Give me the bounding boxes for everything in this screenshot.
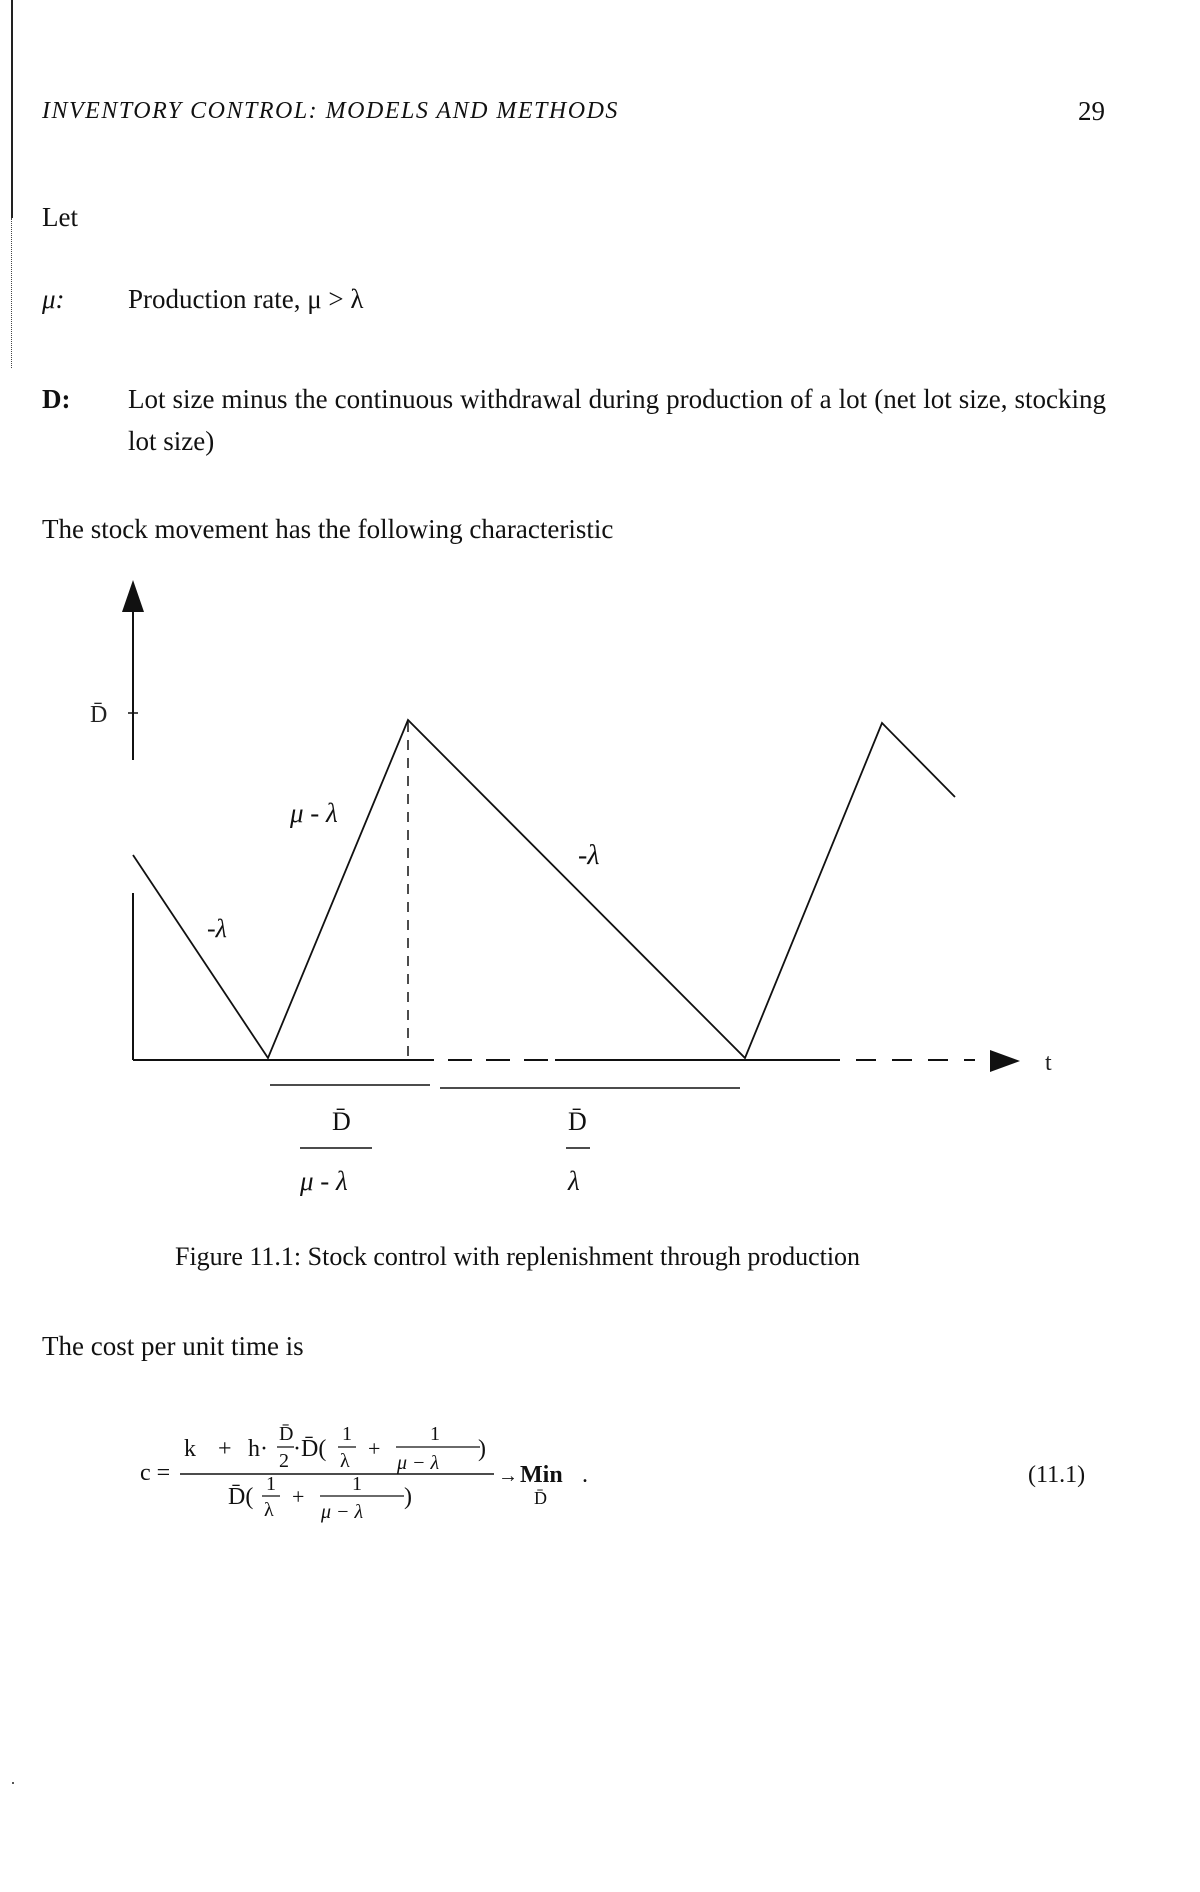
- definition-term-d: D:: [42, 384, 71, 414]
- equation-den-lambda-a: λ: [264, 1499, 274, 1521]
- equation-num-mu-minus-lambda: μ − λ: [397, 1452, 440, 1474]
- equation-den-one-a: 1: [266, 1473, 276, 1495]
- stock-movement-figure: [0, 560, 1200, 1220]
- time-axis-arrow: [990, 1050, 1020, 1072]
- running-head: INVENTORY CONTROL: MODELS AND METHODS: [42, 98, 619, 124]
- intro-let: Let: [42, 202, 78, 232]
- equation-number: (11.1): [1028, 1462, 1086, 1488]
- consumption-interval-numerator: D̄: [568, 1107, 587, 1136]
- equation-den-close: ): [404, 1484, 412, 1510]
- scan-speck: [12, 1782, 14, 1784]
- equation-arrow: →: [498, 1465, 518, 1487]
- equation-num-k: k: [184, 1436, 196, 1462]
- slope-label-rise: μ - λ: [290, 798, 338, 828]
- equation-min-subscript: D̄: [534, 1488, 547, 1508]
- scan-edge-line-dotted: [11, 218, 13, 368]
- equation-min: Min: [520, 1462, 563, 1488]
- equation-frac-d-num: D̄: [279, 1423, 294, 1445]
- consumption-interval-denominator: λ: [568, 1166, 580, 1196]
- equation-num-one-a: 1: [342, 1423, 352, 1445]
- cost-equation: [0, 1400, 1200, 1540]
- cost-intro: The cost per unit time is: [42, 1331, 304, 1361]
- equation-den-plus: +: [292, 1484, 305, 1509]
- equation-num-one-b: 1: [430, 1423, 440, 1445]
- equation-num-lambda-a: λ: [340, 1450, 350, 1472]
- definition-term-mu: μ:: [42, 284, 65, 314]
- figure-caption: Figure 11.1: Stock control with replenishment through production: [175, 1242, 861, 1271]
- equation-den-mu-minus-lambda: μ − λ: [321, 1501, 364, 1523]
- y-axis-arrow: [122, 580, 144, 612]
- equation-den-one-b: 1: [352, 1473, 362, 1495]
- equation-period: .: [582, 1462, 588, 1488]
- slope-label-fall-initial: -λ: [207, 914, 227, 943]
- production-interval-denominator: μ - λ: [300, 1166, 348, 1196]
- scan-edge-line: [11, 0, 13, 218]
- definition-text-mu: Production rate, μ > λ: [128, 284, 364, 314]
- equation-den-d: D̄(: [228, 1484, 254, 1510]
- equation-dot-d: ·D̄(: [293, 1436, 327, 1462]
- definition-text-d: Lot size minus the continuous withdrawal during production of a lot (net lot size, stocking lot size): [128, 384, 1106, 456]
- equation-num-plus-b: +: [368, 1436, 381, 1461]
- equation-num-plus: +: [218, 1436, 232, 1462]
- equation-num-h: h·: [248, 1436, 268, 1462]
- slope-label-fall-long: -λ: [578, 840, 600, 871]
- equation-lhs: c =: [140, 1460, 171, 1486]
- time-axis-label: t: [1045, 1050, 1052, 1076]
- equation-num-close: ): [478, 1436, 486, 1462]
- y-axis-label: D̄: [90, 702, 108, 728]
- stock-level-curve: [133, 720, 955, 1058]
- production-interval-numerator: D̄: [332, 1107, 351, 1136]
- page-number: 29: [1078, 96, 1105, 126]
- equation-frac-d-den: 2: [279, 1450, 289, 1472]
- figure-lead-in: The stock movement has the following characteristic: [42, 514, 614, 544]
